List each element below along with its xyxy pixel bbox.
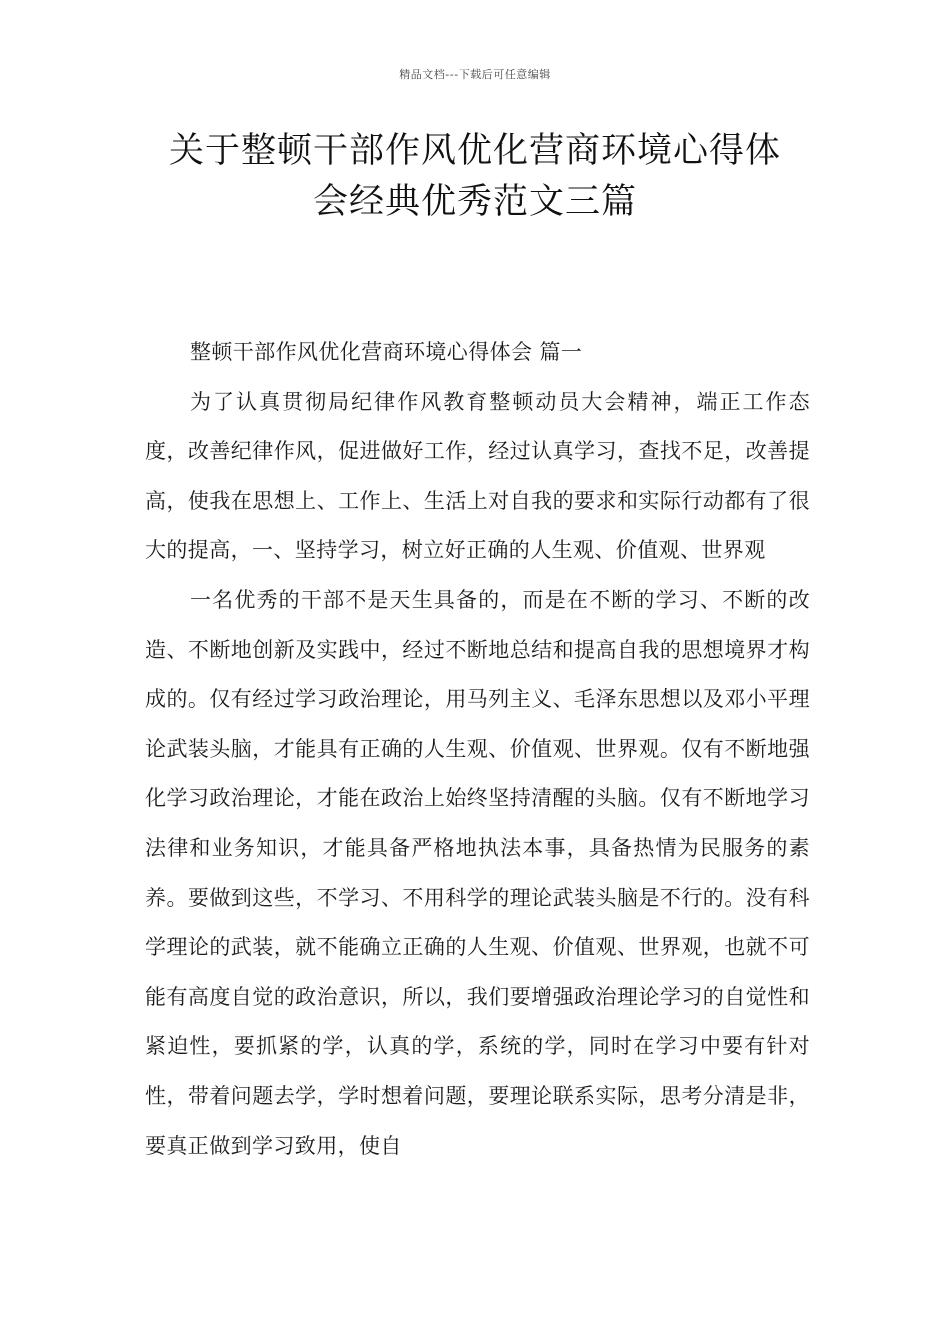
header-note: 精品文档---下载后可任意编辑: [399, 68, 551, 81]
section-heading: 整顿干部作风优化营商环境心得体会 篇一: [190, 340, 583, 364]
title-line-1: 关于整顿干部作风优化营商环境心得体: [168, 131, 781, 171]
paragraph-2: 一名优秀的干部不是天生具备的，而是在不断的学习、不断的改造、不断地创新及实践中，经过不断地总结和提高自我的思想境界才构成的。仅有经过学习政治理论，用马列主义、毛泽东思想以及邓小平理论武装头脑，才能具有正确的人生观、价值观、世界观。仅有不断地强化学习政治理论，才能在政治上始终坚持清醒的头脑。仅有不断地学习法律和业务知识，才能具备严格地执法本事，具备热情为民服务的素养。要做到这些，不学习、不用科学的理论武装头脑是不行的。没有科学理论的武装，就不能确立正确的人生观、价值观、世界观，也就不可能有高度自觉的政治意识，所以，我们要增强政治理论学习的自觉性和紧迫性，要抓紧的学，认真的学，系统的学，同时在学习中要有针对性，带着问题去学，学时想着问题，要理论联系实际，思考分清是非，要真正做到学习致用，使自: [145, 587, 810, 1158]
paragraph-1: 为了认真贯彻局纪律作风教育整顿动员大会精神，端正工作态度，改善纪律作风，促进做好工作，经过认真学习，查找不足，改善提高，使我在思想上、工作上、生活上对自我的要求和实际行动都有了很大的提高，一、坚持学习，树立好正确的人生观、价值观、世界观: [145, 389, 810, 563]
document-title: [140, 126, 810, 228]
document-body: [145, 328, 810, 1171]
title-line-2: 会经典优秀范文三篇: [312, 182, 637, 222]
